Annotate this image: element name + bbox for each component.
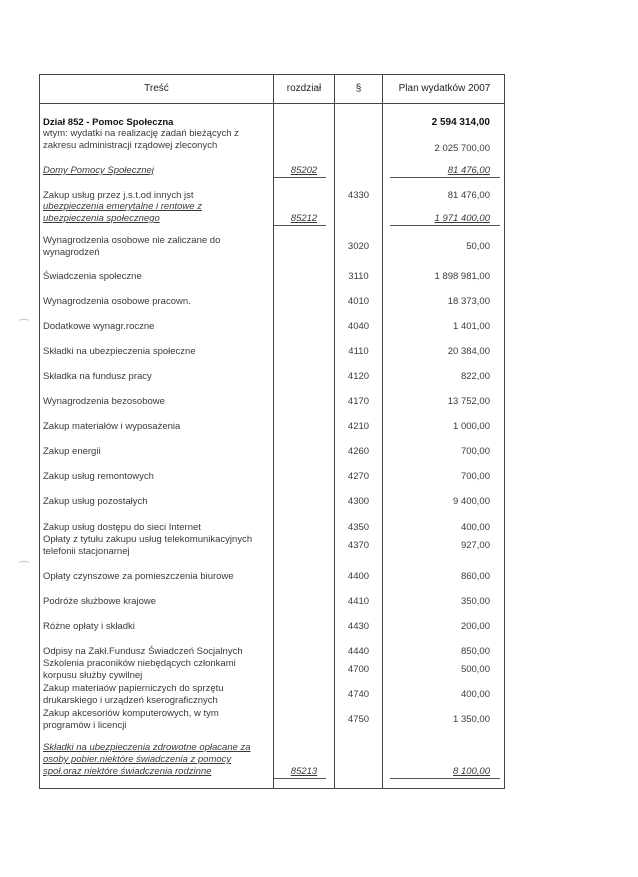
plan-value: 927,00 [460,540,490,551]
paragraf-code: 4110 [348,346,369,357]
section-underline [390,225,500,226]
header-tresc: Treść [144,83,169,94]
row-label: Świadczenia społeczne [43,271,142,282]
plan-value: 13 752,00 [447,396,490,407]
plan-value: 700,00 [460,446,490,457]
row-label: Wynagrodzenia bezosobowe [43,396,165,407]
row-label: Zakup usług pozostałych [43,496,148,507]
section-underline [274,177,326,178]
row-label: Zakup materiaów papierniczych do sprzętu [43,683,224,694]
rozdzial-code: 85202 [290,165,318,176]
paragraf-code: 4350 [347,522,370,533]
row-label: korpusu służby cywilnej [43,670,143,681]
paragraf-code: 4330 [347,190,370,201]
header-rozdzial: rozdział [286,83,322,94]
plan-value: 850,00 [460,646,490,657]
header-paragraf: § [355,83,362,94]
row-label: Składka na fundusz pracy [43,371,152,382]
paragraf-code: 4400 [347,571,370,582]
plan-value: 700,00 [460,471,490,482]
column-divider [273,75,274,788]
paragraf-code: 4440 [347,646,370,657]
dzial-title: Dział 852 - Pomoc Społeczna [43,117,174,128]
paragraf-code: 4040 [347,321,370,332]
rozdzial-code: 85212 [290,213,318,224]
expenditure-table [39,74,505,789]
plan-value: 1 898 981,00 [434,271,490,282]
plan-value: 8 100,00 [453,766,490,777]
header-plan: Plan wydatków 2007 [398,83,491,94]
row-label: Zakup energii [43,446,101,457]
section-label: ubezpieczenia społecznego [43,213,160,224]
paragraf-code: 4210 [347,421,370,432]
plan-value: 500,00 [460,664,490,675]
paragraf-code: 4170 [347,396,370,407]
plan-value: 1 350,00 [453,714,490,725]
row-label: wynagrodzeń [43,247,100,258]
column-divider [382,75,383,788]
row-label: Różne opłaty i składki [43,621,135,632]
rozdzial-code: 85213 [290,766,318,777]
plan-value: 860,00 [460,571,490,582]
plan-value: 81 476,00 [447,190,490,201]
plan-value: 1 000,00 [453,421,490,432]
plan-value: 50,00 [466,241,490,252]
paragraf-code: 4740 [347,689,370,700]
row-label: Zakup usług dostępu do sieci Internet [43,522,201,533]
row-label: Zakup usług przez j.s.t.od innych jst [43,190,194,201]
plan-value: 822,00 [460,371,490,382]
paragraf-code: 4430 [347,621,370,632]
dzial-sub-line1: wtym: wydatki na realizację zadań bieżących z [43,128,239,139]
paragraf-code: 4010 [347,296,370,307]
dzial-sub-line2: zakresu administracji rządowej zleconych [43,140,218,151]
paragraf-code: 4270 [347,471,370,482]
paragraf-code: 4700 [347,664,370,675]
paragraf-code: 3020 [347,241,370,252]
header-divider [40,103,504,104]
row-label: Opłaty czynszowe za pomieszczenia biurowe [43,571,234,582]
row-label: Składki na ubezpieczenia społeczne [43,346,196,357]
paragraf-code: 4120 [347,371,370,382]
section-label: Składki na ubezpieczenia zdrowotne opłacane za [43,742,251,753]
dzial-sub-value: 2 025 700,00 [434,143,490,154]
plan-value: 9 400,00 [453,496,490,507]
scan-mark: ⌒ [18,318,31,332]
section-underline [274,225,326,226]
paragraf-code: 4750 [347,714,370,725]
plan-value: 1 971 400,00 [434,213,490,224]
plan-value: 200,00 [460,621,490,632]
plan-value: 20 384,00 [447,346,490,357]
row-label: Wynagrodzenia osobowe pracown. [43,296,191,307]
section-label: osoby pobier.niektóre świadczenia z pomocy [43,754,232,765]
row-label: Podróże służbowe krajowe [43,596,157,607]
plan-value: 1 401,00 [453,321,490,332]
row-label: Odpisy na Zakł.Fundusz Świadczeń Socjalnych [43,646,243,657]
row-label: Zakup akcesoriów komputerowych, w tym [43,708,219,719]
row-label: drukarskiego i urządzeń kserograficznych [43,695,218,706]
section-label: Domy Pomocy Społecznej [43,165,154,176]
paragraf-code: 4410 [347,596,370,607]
paragraf-code: 4260 [347,446,370,457]
plan-value: 18 373,00 [447,296,490,307]
dzial-total: 2 594 314,00 [431,117,490,128]
section-underline [390,177,500,178]
plan-value: 400,00 [460,522,490,533]
plan-value: 350,00 [460,596,490,607]
scan-mark: ⌒ [18,560,31,574]
section-underline [390,778,500,779]
section-underline [274,778,326,779]
paragraf-code: 4370 [347,540,370,551]
row-label: Zakup materiałów i wyposażenia [43,421,181,432]
row-label: Wynagrodzenia osobowe nie zaliczane do [43,235,221,246]
row-label: Dodatkowe wynagr.roczne [43,321,155,332]
row-label: Zakup usług remontowych [43,471,154,482]
row-label: Szkolenia praconików niebędących członkami [43,658,236,669]
paragraf-code: 3110 [348,271,369,282]
paragraf-code: 4300 [347,496,370,507]
row-label: programów i licencji [43,720,127,731]
row-label: Opłaty z tytułu zakupu usług telekomunikacyjnych [43,534,253,545]
section-label: społ.oraz niektóre świadczenia rodzinne [43,766,212,777]
plan-value: 400,00 [460,689,490,700]
section-label: ubezpieczenia emerytalne i rentowe z [43,201,202,212]
row-label: telefonii stacjonarnej [43,546,130,557]
plan-value: 81 476,00 [447,165,490,176]
